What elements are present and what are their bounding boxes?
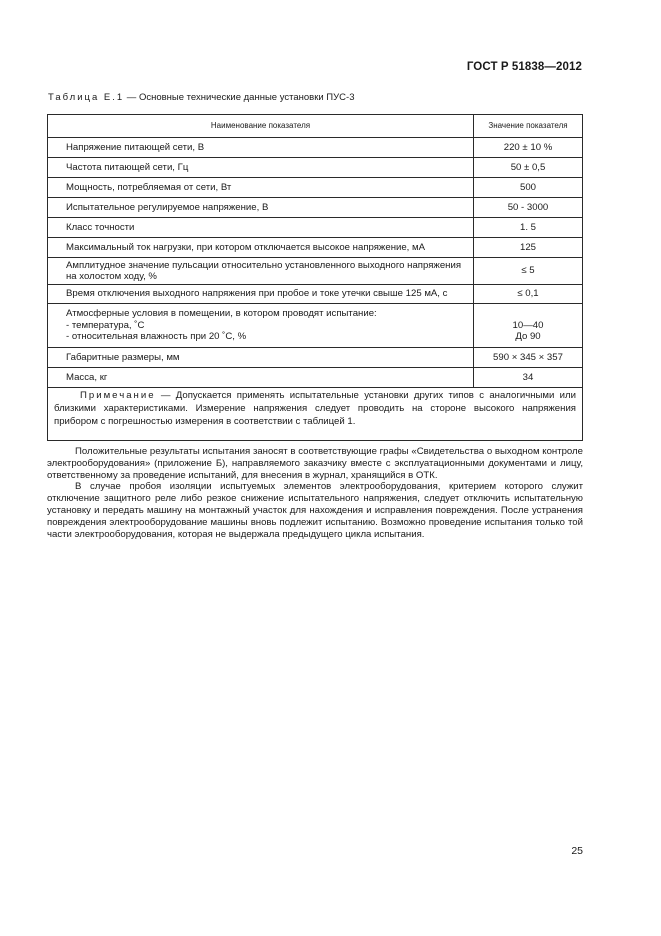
table-row (48, 304, 583, 348)
table-caption-dash: — (124, 92, 139, 103)
parameter-name-line: - относительная влажность при 20 ˚С, % (66, 331, 247, 343)
body-paragraph: В случае пробоя изоляции испытуемых элементов электрооборудования, критерием которого служит отключение защитного реле либо резкое снижение испытательного напряжения, следует отключить испытательную установку и передать машину на монтажный участок для нахождения и исправления повреждения. После устранения повреждения электрооборудование машины вновь подлежит испытанию. Возможно проведение испытания только той части электрооборудования, которая не выдержала предыдущего цикла испытания. (47, 481, 583, 540)
page-number: 25 (571, 845, 583, 857)
parameter-value (474, 304, 583, 348)
parameter-value: 125 (474, 238, 583, 258)
parameter-name-line: - температура, ˚С (66, 319, 145, 331)
parameter-name: Время отключения выходного напряжения при пробое и токе утечки свыше 125 мА, с (48, 285, 474, 304)
table-caption-title: Основные технические данные установки ПУС-3 (138, 92, 355, 103)
parameter-value: 1. 5 (474, 218, 583, 238)
document-standard-header: ГОСТ Р 51838—2012 (466, 61, 582, 73)
parameter-name (48, 304, 474, 348)
body-paragraph: Положительные результаты испытания заносят в соответствующие графы «Свидетельства о выходном контроле электрооборудования» (приложение Б), направляемого заказчику вместе с эксплуатационными документами и лицу, ответственному за проведение испытаний, для внесения в журнал, хранящийся в ОТК. (47, 446, 583, 481)
parameter-value: 34 (474, 368, 583, 388)
parameter-value: ≤ 0,1 (474, 285, 583, 304)
note-label: Примечание (80, 390, 156, 401)
table-row (48, 258, 583, 285)
parameter-name: Класс точности (48, 218, 474, 238)
column-header-parameter: Наименование показателя (48, 115, 474, 138)
parameter-name: Испытательное регулируемое напряжение, В (48, 198, 474, 218)
parameter-name: Напряжение питающей сети, В (48, 138, 474, 158)
parameter-name: Частота питающей сети, Гц (48, 158, 474, 178)
parameter-value-line: До 90 (515, 331, 541, 343)
parameter-name: Максимальный ток нагрузки, при котором отключается высокое напряжение, мА (48, 238, 474, 258)
table-row (48, 218, 583, 238)
table-row (48, 368, 583, 388)
parameter-value: 500 (474, 178, 583, 198)
technical-data-table (47, 114, 583, 441)
table-caption (48, 92, 354, 103)
parameter-name: Мощность, потребляемая от сети, Вт (48, 178, 474, 198)
table-header-row (48, 115, 583, 138)
parameter-value: 50 - 3000 (474, 198, 583, 218)
column-header-value: Значение показателя (474, 115, 583, 138)
table-note-row (48, 388, 583, 441)
parameter-value-line (480, 308, 576, 320)
table-note (48, 388, 583, 441)
table-row (48, 158, 583, 178)
parameter-value: 220 ± 10 % (474, 138, 583, 158)
parameter-value: ≤ 5 (474, 258, 583, 285)
parameter-name-line: Атмосферные условия в помещении, в котором проводят испытание: (66, 308, 377, 320)
table-row (48, 348, 583, 368)
table-row (48, 285, 583, 304)
table-row (48, 238, 583, 258)
parameter-name: Амплитудное значение пульсации относительно установленного выходного напряжения на холостом ходу, % (48, 258, 474, 285)
table-row (48, 178, 583, 198)
table-row (48, 198, 583, 218)
parameter-value-line: 10—40 (512, 319, 544, 331)
parameter-name: Масса, кг (48, 368, 474, 388)
body-text (47, 446, 583, 540)
parameter-value: 590 × 345 × 357 (474, 348, 583, 368)
parameter-name: Габаритные размеры, мм (48, 348, 474, 368)
parameter-value: 50 ± 0,5 (474, 158, 583, 178)
note-text: — Допускается применять испытательные установки других типов с аналогичными или близкими характеристиками. Измерение напряжения следует проводить на стороне высокого напряжения прибором с погрешностью измерения в соответствии с таблицей 1. (54, 390, 576, 427)
table-row (48, 138, 583, 158)
table-caption-label: Таблица Е.1 (48, 92, 125, 103)
